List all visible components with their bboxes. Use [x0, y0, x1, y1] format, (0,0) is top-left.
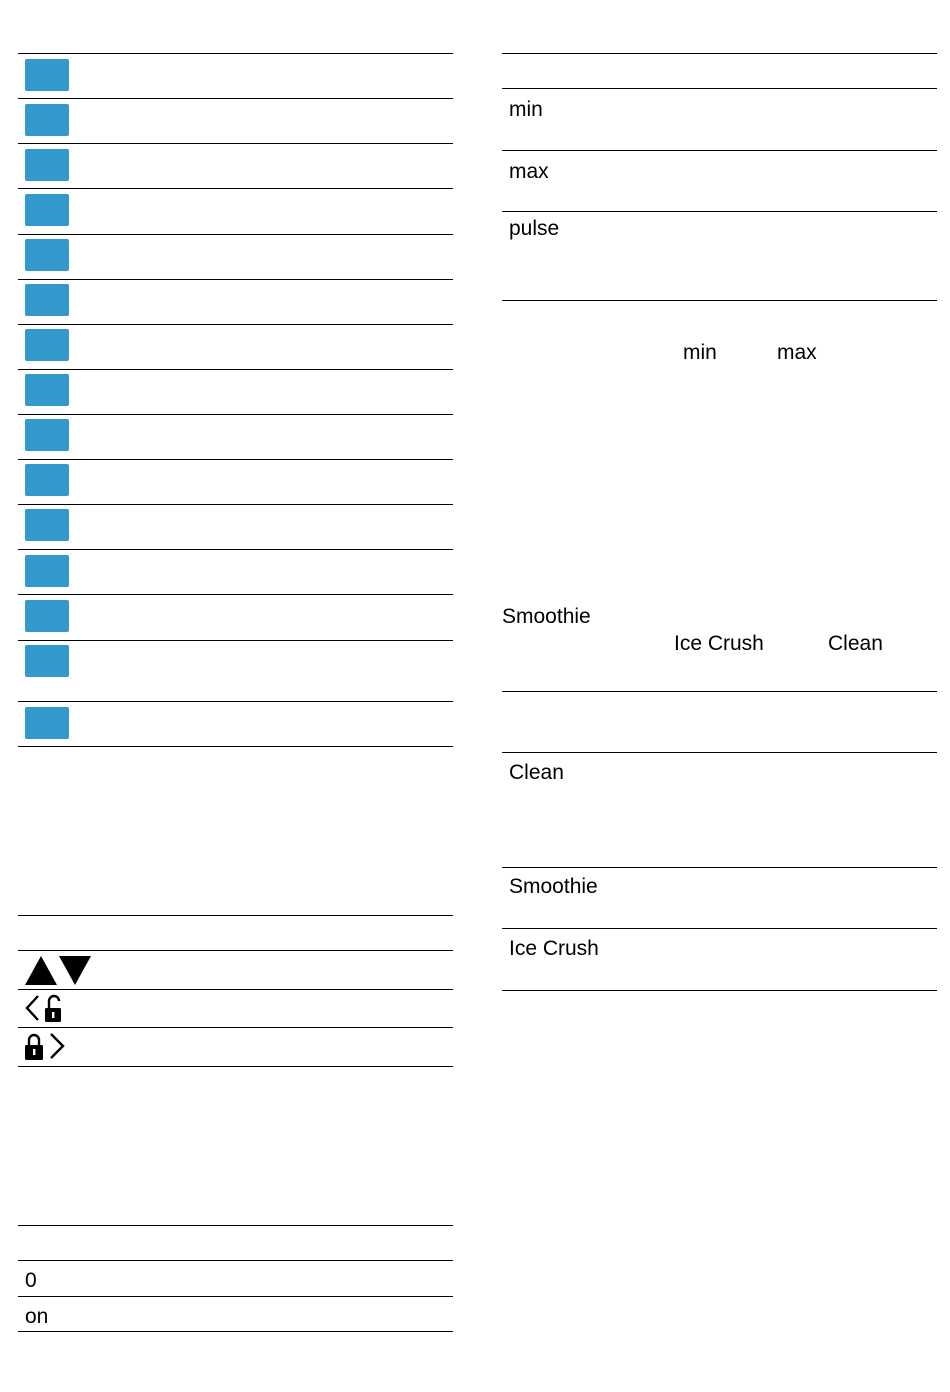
table-rule [18, 1296, 453, 1297]
table-rule [18, 459, 453, 460]
table-rule [18, 915, 453, 916]
lock-arrow-right-icon [25, 1031, 69, 1063]
blue-button-icon [25, 329, 69, 361]
table-rule [18, 324, 453, 325]
table-rule [502, 691, 937, 692]
program-ice-crush-label: Ice Crush [674, 632, 764, 655]
table-rule [502, 990, 937, 991]
table-rule [502, 928, 937, 929]
dial-max-label: max [777, 341, 817, 364]
switch-position-on: on [25, 1305, 49, 1328]
blue-button-icon [25, 645, 69, 677]
program-smoothie-label: Smoothie [502, 605, 591, 628]
table-rule [18, 1027, 453, 1028]
speed-row-max: max [509, 160, 549, 183]
speed-row-min: min [509, 98, 543, 121]
table-rule [18, 989, 453, 990]
blue-button-icon [25, 284, 69, 316]
blue-button-icon [25, 194, 69, 226]
blue-button-icon [25, 59, 69, 91]
table-rule [502, 88, 937, 89]
program-row-smoothie: Smoothie [509, 875, 598, 898]
dial-min-label: min [683, 341, 717, 364]
table-rule [18, 98, 453, 99]
blue-button-icon [25, 509, 69, 541]
table-rule [18, 594, 453, 595]
table-rule [502, 867, 937, 868]
up-down-triangles-icon [25, 955, 93, 987]
blue-button-icon [25, 600, 69, 632]
table-rule [502, 53, 937, 54]
table-rule [18, 143, 453, 144]
table-rule [18, 701, 453, 702]
switch-position-off: 0 [25, 1269, 37, 1292]
table-rule [18, 234, 453, 235]
table-rule [18, 504, 453, 505]
blue-button-icon [25, 707, 69, 739]
table-rule [18, 640, 453, 641]
table-rule [18, 1260, 453, 1261]
table-rule [18, 369, 453, 370]
blue-button-icon [25, 149, 69, 181]
table-rule [502, 211, 937, 212]
table-rule [502, 752, 937, 753]
blue-button-icon [25, 419, 69, 451]
blue-button-icon [25, 464, 69, 496]
table-rule [502, 300, 937, 301]
program-clean-label: Clean [828, 632, 883, 655]
table-rule [18, 746, 453, 747]
table-rule [18, 53, 453, 54]
program-row-clean: Clean [509, 761, 564, 784]
table-rule [18, 188, 453, 189]
table-rule [18, 1331, 453, 1332]
table-rule [502, 150, 937, 151]
table-rule [18, 1225, 453, 1226]
table-rule [18, 279, 453, 280]
program-row-ice-crush: Ice Crush [509, 937, 599, 960]
blue-button-icon [25, 239, 69, 271]
table-rule [18, 950, 453, 951]
blue-button-icon [25, 104, 69, 136]
table-rule [18, 1066, 453, 1067]
blue-button-icon [25, 555, 69, 587]
table-rule [18, 549, 453, 550]
speed-row-pulse: pulse [509, 217, 560, 240]
blue-button-icon [25, 374, 69, 406]
table-rule [18, 414, 453, 415]
unlock-arrow-left-icon [25, 993, 65, 1025]
